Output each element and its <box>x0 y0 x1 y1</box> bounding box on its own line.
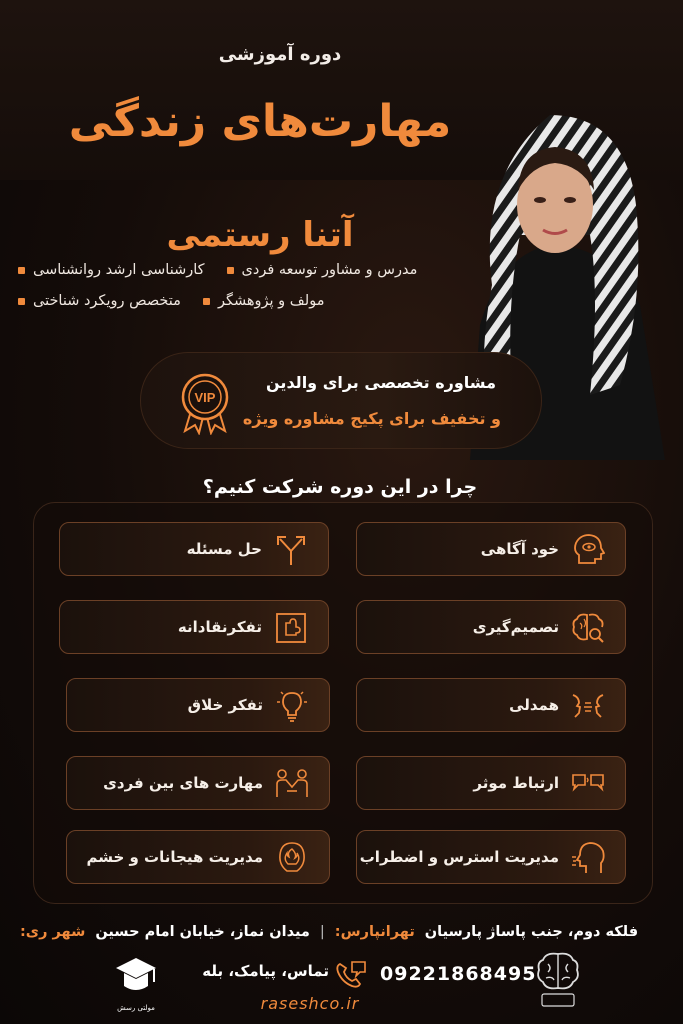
bullet-icon <box>18 298 25 305</box>
credential-item: متخصص رویکرد شناختی <box>18 293 181 309</box>
city2-label: تهرانپارس: <box>334 924 415 940</box>
skill-label: مهارت های بین فردی <box>103 774 263 792</box>
brain-search-icon <box>571 611 605 645</box>
website-link[interactable]: raseshco.ir <box>260 994 360 1013</box>
head-breath-icon <box>571 841 605 875</box>
svg-text:VIP: VIP <box>194 390 216 405</box>
skill-card <box>59 522 329 576</box>
bullet-icon <box>203 298 210 305</box>
graduation-cap-icon <box>112 952 160 1002</box>
credential-item: کارشناسی ارشد روانشناسی <box>18 262 205 278</box>
phone-chat-icon <box>334 958 368 992</box>
bullet-icon <box>18 267 25 274</box>
handshake-icon <box>275 767 309 801</box>
skill-label: تفکر‌نقادانه <box>177 618 262 636</box>
vip-badge-icon <box>177 371 233 435</box>
skill-label: تفکر خلاق <box>187 696 263 714</box>
instructor-name: آتنا رستمی <box>166 215 354 255</box>
skill-card <box>356 830 626 884</box>
credential-item: مولف و پژوهشگر <box>203 293 325 309</box>
address-separator: | <box>319 924 325 940</box>
split-arrows-icon <box>274 533 308 567</box>
credentials-row <box>18 293 488 309</box>
city2-address: فلکه دوم، جنب پاساژ پارسیان <box>424 924 639 940</box>
skill-label: همدلی <box>509 696 559 714</box>
phone-number[interactable]: 09221868495 <box>380 963 537 985</box>
why-title: چرا در این دوره شرکت کنیم؟ <box>202 476 478 498</box>
skill-card <box>356 600 626 654</box>
skill-label: حل مسئله <box>186 540 262 558</box>
credentials-row <box>18 262 488 278</box>
footer-addresses <box>20 924 662 940</box>
skill-card <box>356 678 626 732</box>
skill-label: مدیریت هیجانات و خشم <box>86 848 263 866</box>
chat-icon <box>571 767 605 801</box>
puzzle-icon <box>274 611 308 645</box>
skill-card <box>66 830 330 884</box>
course-label: دوره آموزشی <box>218 44 342 65</box>
skill-card <box>356 522 626 576</box>
head-flame-icon <box>275 841 309 875</box>
vip-offer-box <box>140 352 542 449</box>
skill-label: تصمیم‌گیری <box>472 618 559 636</box>
skill-card <box>66 756 330 810</box>
skill-label: مدیریت استرس و اضطراب <box>359 848 559 866</box>
credential-item: مدرس و مشاور توسعه فردی <box>227 262 418 278</box>
logo-caption: مولتی رسش <box>117 1004 155 1012</box>
credentials <box>18 262 488 324</box>
city1-label: شهر ری: <box>20 924 86 940</box>
lightbulb-icon <box>275 689 309 723</box>
rasesh-brain-logo <box>534 950 582 1012</box>
city1-address: میدان نماز، خیابان امام حسین <box>95 924 310 940</box>
bullet-icon <box>227 267 234 274</box>
skill-label: خود آگاهی <box>480 540 559 558</box>
skill-card <box>59 600 329 654</box>
vip-line-2: و تخفیف برای پکیج مشاوره ویژه <box>242 409 501 428</box>
faces-icon <box>571 689 605 723</box>
skill-card <box>356 756 626 810</box>
multi-rasesh-logo <box>112 952 160 1014</box>
vip-line-1: مشاوره تخصصی برای والدین <box>266 373 496 392</box>
skill-label: ارتباط موثر <box>473 774 559 792</box>
course-title: مهارت‌های زندگی <box>68 96 452 147</box>
skill-card <box>66 678 330 732</box>
contact-methods: تماس، پیامک، بله <box>202 962 329 980</box>
head-eye-icon <box>571 533 605 567</box>
